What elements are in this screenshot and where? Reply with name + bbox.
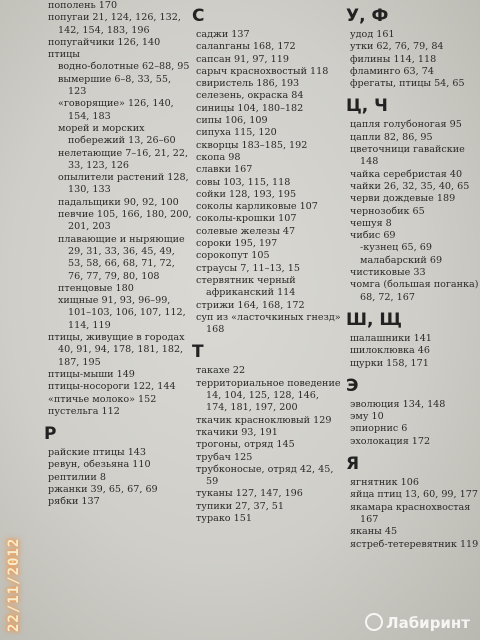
index-entry: яканы 45: [350, 526, 398, 538]
index-subentry: малабарский 69: [360, 254, 443, 266]
index-entry: пополень 170: [48, 0, 118, 11]
index-entry: чернозобик 65: [350, 205, 425, 217]
section-letter-heading: Р: [44, 424, 57, 445]
index-subentry: вымершие 6–8, 33, 55, 123: [58, 73, 172, 98]
index-entry: чайки 26, 32, 35, 40, 65: [350, 180, 470, 192]
index-entry: чешуя 8: [350, 217, 392, 229]
index-entry: стрижи 164, 168, 172: [196, 299, 305, 311]
index-entry: щурки 158, 171: [350, 357, 429, 369]
section-letter-heading: Ш, Щ: [346, 309, 402, 330]
index-entry: цветочници гавайские 148: [350, 144, 465, 168]
index-entry: ягнятник 106: [350, 477, 419, 489]
index-subentry: водно-болотные 62–88, 95: [58, 61, 190, 73]
section-letter-heading: Э: [346, 375, 359, 396]
index-entry: черви дождевые 189: [350, 193, 456, 205]
index-entry: шилоклювка 46: [350, 345, 431, 357]
index-column-3: [346, 0, 480, 551]
index-column-2: [192, 0, 342, 525]
index-subentry: «говорящие» 126, 140, 154, 183: [58, 98, 174, 122]
index-entry: синицы 104, 180–182: [196, 102, 304, 114]
index-entry: трубач 125: [196, 451, 253, 463]
index-entry: суп из «ласточкиных гнезд» 168: [196, 311, 341, 336]
index-subentry: нелетающие 7–16, 21, 22, 33, 123, 126: [58, 147, 189, 171]
index-entry: солевые железы 47: [196, 225, 296, 237]
index-entry: свиристель 186, 193: [196, 78, 300, 90]
watermark-logo-icon: [365, 613, 383, 631]
index-entry: эхолокация 172: [350, 435, 431, 447]
index-entry: тупики 27, 37, 51: [196, 500, 285, 512]
index-entry: «птичье молоко» 152: [48, 393, 157, 405]
index-entry: эму 10: [350, 411, 384, 423]
index-subentry: -кузнец 65, 69: [360, 242, 432, 254]
section-letter-heading: У, Ф: [346, 6, 389, 26]
index-entry: турако 151: [196, 512, 252, 524]
index-entry: трогоны, отряд 145: [196, 439, 295, 451]
section-letter-heading: Я: [346, 454, 360, 475]
index-entry: ткачик красноклювый 129: [196, 414, 332, 426]
index-entry: сипы 106, 109: [196, 115, 268, 127]
index-entry: цапля голубоногая 95: [350, 119, 462, 131]
index-entry: трубконосые, отряд 42, 45, 59: [196, 463, 334, 488]
index-entry: сарыч краснохвостый 118: [196, 65, 329, 77]
index-entry: ткачики 93, 191: [196, 426, 278, 438]
index-subentry: хищные 91, 93, 96–99, 101–103, 106, 107, 112, 114, 119: [58, 295, 186, 331]
index-entry: якамара краснохвостая 167: [350, 501, 471, 525]
index-entry: совы 103, 115, 118: [196, 176, 291, 188]
index-entry: эволюция 134, 148: [350, 398, 446, 410]
index-entry: туканы 127, 147, 196: [196, 488, 303, 500]
index-subentry: опылители растений 128, 130, 133: [58, 172, 189, 196]
index-subentry: падальщики 90, 92, 100: [58, 196, 179, 208]
index-entry: фрегаты, птицы 54, 65: [350, 78, 465, 90]
index-entry: селезень, окраска 84: [196, 90, 304, 102]
index-entry: соколы-крошки 107: [196, 213, 297, 225]
index-entry: птицы, живущие в городах 40, 91, 94, 178, 181, 182, 187, 195: [48, 332, 185, 368]
index-entry: саджи 137: [196, 29, 250, 40]
index-entry: чибис 69: [350, 230, 396, 242]
index-subentry: плавающие и ныряющие 29, 31, 33, 36, 45, 49, 53, 58, 66, 68, 71, 72, 76, 77, 79, 80, 108: [58, 233, 185, 282]
index-entry: рябки 137: [48, 496, 100, 508]
index-entry: удод 161: [350, 29, 395, 40]
section-letter-heading: Ц, Ч: [346, 96, 388, 117]
index-entry: скворцы 183–185, 192: [196, 139, 308, 151]
index-entry: салanганы 168, 172: [196, 41, 296, 53]
index-entry: ревун, обезьяна 110: [48, 459, 151, 471]
index-entry: страусы 7, 11–13, 15: [196, 262, 300, 274]
index-entry: попугаи 21, 124, 126, 132, 142, 154, 183, 196: [48, 12, 181, 36]
index-entry: рептилии 8: [48, 471, 106, 483]
index-entry: эпиорнис 6: [350, 423, 408, 435]
index-entry: райские птицы 143: [48, 447, 147, 459]
index-entry: птицы: [48, 49, 80, 61]
index-entry: попугайчики 126, 140: [48, 36, 161, 48]
index-entry: фламинго 63, 74: [350, 65, 434, 77]
index-subentry: певчие 105, 166, 180, 200, 201, 203: [58, 209, 192, 233]
index-entry: территориальное поведение 14, 104, 125, 128, 146, 174, 181, 197, 200: [196, 377, 341, 414]
index-entry: чомга (большая поганка) 68, 72, 167: [350, 279, 479, 303]
index-entry: стервятник черный африканский 114: [196, 274, 296, 299]
index-entry: ржанки 39, 65, 67, 69: [48, 483, 158, 495]
index-entry: птицы-мыши 149: [48, 368, 135, 380]
index-entry: чистиковые 33: [350, 267, 426, 279]
index-subentry: птенцовые 180: [58, 282, 134, 294]
watermark: [365, 613, 470, 632]
section-letter-heading: Т: [192, 342, 204, 363]
section-letter-heading: С: [192, 6, 205, 26]
index-entry: славки 167: [196, 164, 253, 176]
index-entry: чайка серебристая 40: [350, 168, 463, 180]
index-entry: сорокопут 105: [196, 250, 270, 262]
index-entry: утки 62, 76, 79, 84: [350, 41, 444, 53]
watermark-text: Лабиринт: [386, 614, 470, 632]
index-entry: ястреб-тетеревятник 119: [350, 538, 479, 550]
index-entry: яйца птиц 13, 60, 99, 177: [350, 489, 478, 501]
index-entry: такахе 22: [196, 365, 246, 377]
index-entry: сороки 195, 197: [196, 238, 278, 250]
date-stamp: 22/11/2012: [6, 537, 22, 632]
index-entry: шалашники 141: [350, 332, 432, 344]
index-entry: пустельга 112: [48, 405, 120, 417]
index-column-1: [44, 0, 192, 509]
index-entry: скопа 98: [196, 151, 241, 163]
index-subentry: морей и морских побережий 13, 26–60: [58, 122, 176, 147]
index-entry: птицы-носороги 122, 144: [48, 381, 176, 393]
index-entry: соколы карликовые 107: [196, 201, 318, 213]
index-entry: цапли 82, 86, 95: [350, 131, 433, 143]
index-entry: сипуха 115, 120: [196, 127, 277, 139]
index-entry: сойки 128, 193, 195: [196, 188, 297, 200]
index-entry: сапсан 91, 97, 119: [196, 53, 289, 65]
index-entry: филины 114, 118: [350, 53, 437, 65]
